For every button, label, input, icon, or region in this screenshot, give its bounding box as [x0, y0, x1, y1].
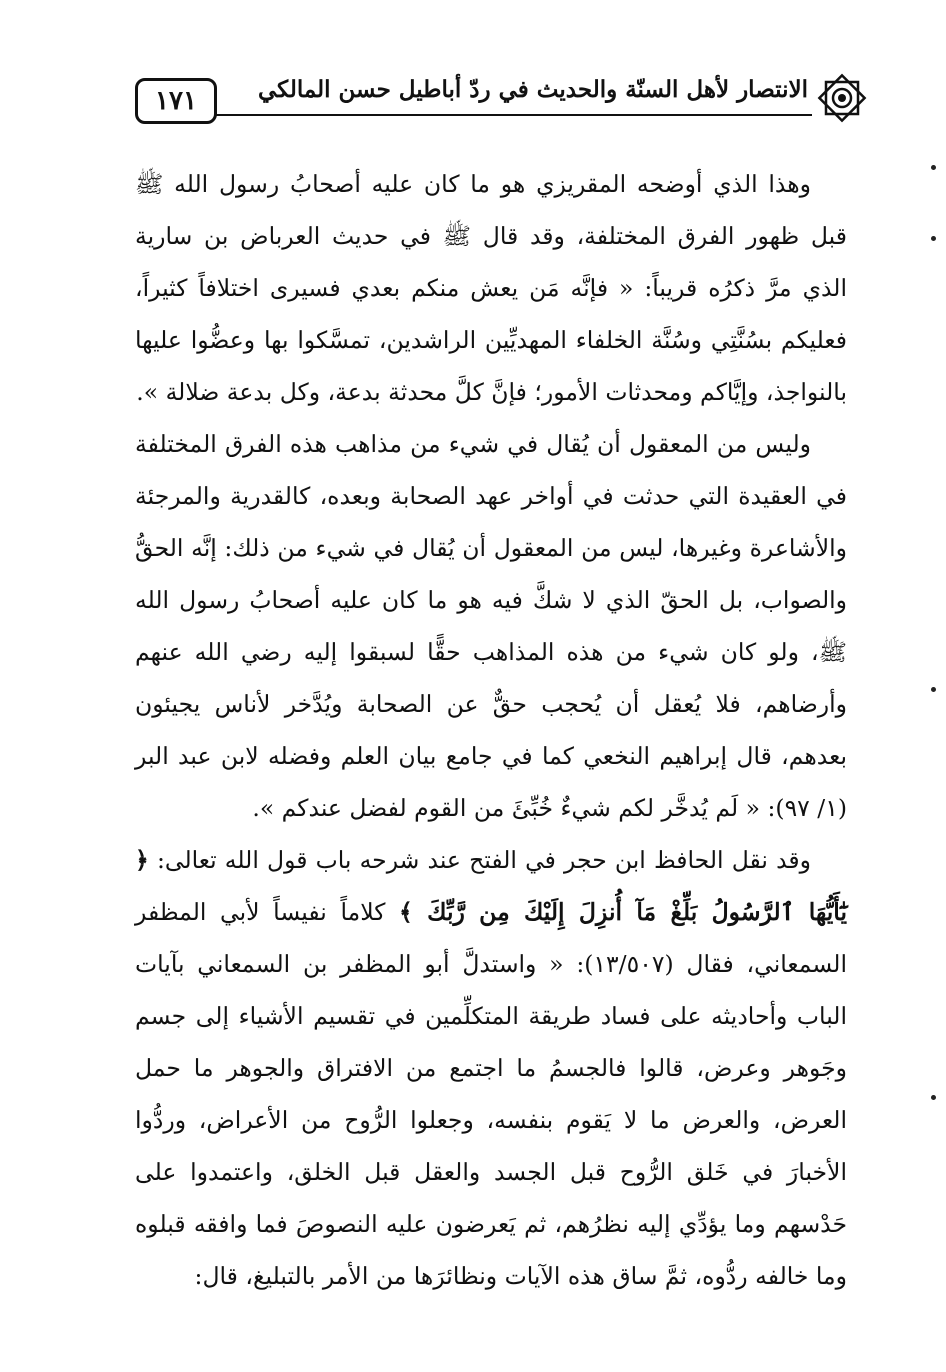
star-ornament-icon [814, 70, 870, 126]
main-text [135, 158, 847, 1302]
book-title: الانتصار لأهل السنّة والحديث في ردّ أباطيل حسن المالكي [257, 76, 808, 103]
margin-dot [931, 1095, 936, 1100]
quran-verse: ﴿ يَٰٓأَيُّهَا ٱلرَّسُولُ بَلِّغْ مَآ أُنزِلَ إِلَيْكَ مِن رَّبِّكَ ﴾ [135, 846, 847, 926]
header-rule [215, 114, 812, 116]
paragraph-3-body: كلاماً نفيساً لأبي المظفر السمعاني، فقال (١٣/٥٠٧): « واستدلَّ أبو المظفر بن السمعاني بآيات الباب وأحاديثه على فساد طريقة المتكلِّمين في تقسيم الأشياء إلى جسم وجَوهر وعرض، قالوا فالجسمُ ما اجتمع من الافتراق والجوهر ما حمل العرض، والعرض ما لا يَقوم بنفسه، وجعلوا الرُّوح من الأعراض، وردُّوا الأخبارَ في خَلق الرُّوح قبل الجسد والعقل قبل الخلق، واعتمدوا على حَدْسهم وما يؤدِّي إليه نظرُهم، ثم يَعرضون عليه النصوصَ فما وافقه قبلوه وما خالفه ردُّوه، ثمَّ ساق هذه الآيات ونظائرَها من الأمر بالتبليغ، قال: [135, 898, 847, 1290]
margin-dot [931, 687, 936, 692]
margin-dot [931, 165, 936, 170]
margin-dot [931, 236, 936, 241]
paragraph-3-intro: وقد نقل الحافظ ابن حجر في الفتح عند شرحه باب قول الله تعالى: [156, 846, 811, 874]
page-number: ١٧١ [135, 78, 217, 124]
paragraph-2: وليس من المعقول أن يُقال في شيء من مذاهب هذه الفرق المختلفة في العقيدة التي حدثت في أواخر عهد الصحابة وبعده، كالقدرية والمرجئة والأشاعرة وغيرها، ليس من المعقول أن يُقال في شيء من ذلك: إنَّه الحقُّ والصواب، بل الحقّ الذي لا شكَّ فيه هو ما كان عليه أصحابُ رسول الله ﷺ، ولو كان شيء من هذه المذاهب حقًّا لسبقوا إليه رضي الله عنهم وأرضاهم، فلا يُعقل أن يُحجب حقٌّ عن الصحابة ويُدَّخر لأناس يجيئون بعدهم، قال إبراهيم النخعي كما في جامع بيان العلم وفضله لابن عبد البر (١/ ٩٧): « لَم يُدخَّر لكم شيءٌ خُبِّئَ من القوم لفضل عندكم ». [135, 430, 847, 822]
page-header [135, 70, 870, 134]
paragraph-3 [135, 834, 847, 1302]
paragraph-1: وهذا الذي أوضحه المقريزي هو ما كان عليه أصحابُ رسول الله ﷺ قبل ظهور الفرق المختلفة، وقد قال ﷺ في حديث العرباض بن سارية الذي مرَّ ذكرُه قريباً: « فإنَّه مَن يعش منكم بعدي فسيرى اختلافاً كثيراً، فعليكم بسُنَّتِي وسُنَّة الخلفاء المهديِّين الراشدين، تمسَّكوا بها وعضُّوا عليها بالنواجذ، وإيَّاكم ومحدثات الأمور؛ فإنَّ كلَّ محدثة بدعة، وكل بدعة ضلالة ». [135, 170, 847, 406]
